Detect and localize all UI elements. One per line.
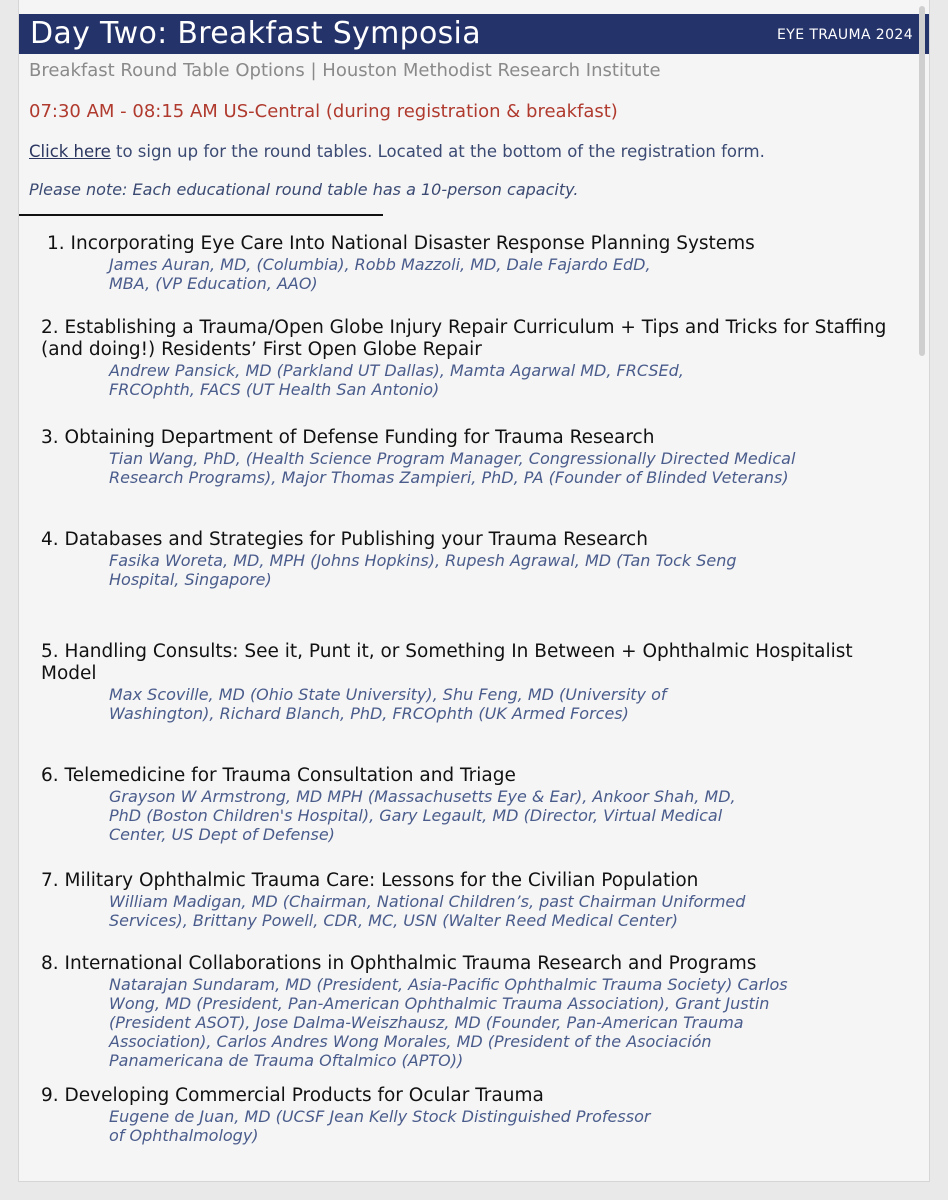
page-subtitle: Breakfast Round Table Options | Houston Methodist Research Institute [29,60,661,81]
round-table-item [41,641,901,723]
round-table-presenters: Eugene de Juan, MD (UCSF Jean Kelly Stock Distinguished Professor of Ophthalmology) [109,1107,651,1145]
round-table-presenters: Tian Wang, PhD, (Health Science Program Manager, Congressionally Directed Medical Research Programs), Major Thomas Zampieri, PhD, PA (Founder of Blinded Veterans) [109,449,796,487]
scrollbar-thumb[interactable] [919,6,925,356]
event-tag: EYE TRAUMA 2024 [777,27,913,43]
round-table-title: 9. Developing Commercial Products for Ocular Trauma [41,1085,544,1106]
capacity-note: Please note: Each educational round table has a 10-person capacity. [29,180,579,199]
signup-text: to sign up for the round tables. Located at the bottom of the registration form. [110,142,765,161]
round-table-item [41,953,941,1070]
round-table-presenters: Max Scoville, MD (Ohio State University), Shu Feng, MD (University of Washington), Richard Blanch, PhD, FRCOphth (UK Armed Forces) [109,685,667,723]
signup-link[interactable]: Click here [29,142,111,161]
signup-line [29,142,765,161]
round-table-item [41,427,941,487]
round-table-item [41,1085,941,1145]
round-table-title: 4. Databases and Strategies for Publishing your Trauma Research [41,529,648,550]
round-table-title: 2. Establishing a Trauma/Open Globe Injury Repair Curriculum + Tips and Tricks for Staffing (and doing!) Residents’ First Open Globe Repair [41,317,887,360]
program-page [18,0,930,1182]
round-table-presenters: Fasika Woreta, MD, MPH (Johns Hopkins), Rupesh Agrawal, MD (Tan Tock Seng Hospital, Singapore) [109,551,737,589]
round-table-title: 6. Telemedicine for Trauma Consultation and Triage [41,765,516,786]
round-table-item [47,233,917,293]
page-title: Day Two: Breakfast Symposia [30,16,481,51]
divider [19,214,383,216]
round-table-title: 8. International Collaborations in Ophthalmic Trauma Research and Programs [41,953,757,974]
round-table-title: 1. Incorporating Eye Care Into National Disaster Response Planning Systems [47,233,755,254]
round-table-presenters: William Madigan, MD (Chairman, National Children’s, past Chairman Uniformed Services), Brittany Powell, CDR, MC, USN (Walter Reed Medical Center) [109,892,746,930]
round-table-item [41,317,911,399]
round-table-title: 3. Obtaining Department of Defense Funding for Trauma Research [41,427,655,448]
round-table-presenters: Grayson W Armstrong, MD MPH (Massachusetts Eye & Ear), Ankoor Shah, MD, PhD (Boston Children's Hospital), Gary Legault, MD (Director, Virtual Medical Center, US Dept of Defense) [109,787,736,844]
round-table-item [41,765,941,844]
round-table-title: 7. Military Ophthalmic Trauma Care: Lessons for the Civilian Population [41,870,699,891]
round-table-item [41,870,941,930]
session-time: 07:30 AM - 08:15 AM US-Central (during registration & breakfast) [29,101,618,122]
round-table-presenters: Andrew Pansick, MD (Parkland UT Dallas), Mamta Agarwal MD, FRCSEd, FRCOphth, FACS (UT Health San Antonio) [109,361,684,399]
round-table-presenters: James Auran, MD, (Columbia), Robb Mazzoli, MD, Dale Fajardo EdD, MBA, (VP Education, AAO) [109,255,651,293]
page-header [19,14,929,54]
round-table-title: 5. Handling Consults: See it, Punt it, or Something In Between + Ophthalmic Hospitalist Model [41,641,853,684]
round-table-item [41,529,941,589]
round-table-presenters: Natarajan Sundaram, MD (President, Asia-Pacific Ophthalmic Trauma Society) Carlos Wong, MD (President, Pan-American Ophthalmic Trauma Association), Grant Justin (President ASOT), Jose Dalma-Weiszhausz, MD (Founder, Pan-American Trauma Association), Carlos Andres Wong Morales, MD (President of the Asociación Panamericana de Trauma Oftalmico (APTO)) [109,975,788,1070]
